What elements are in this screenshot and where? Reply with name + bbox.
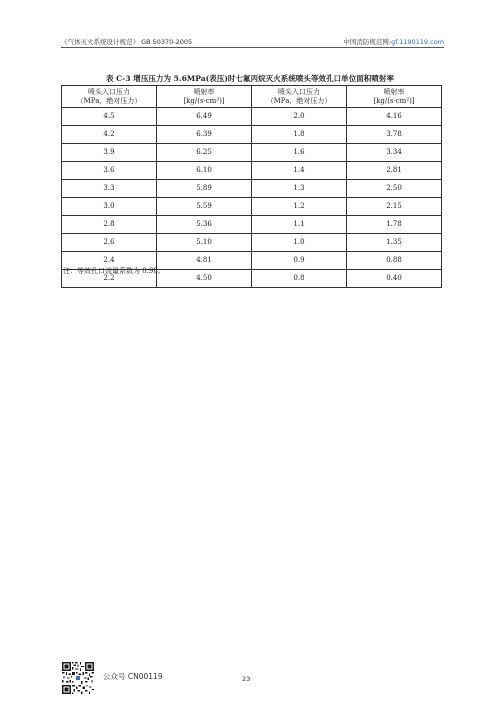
table-cell: 6.25 bbox=[157, 144, 252, 162]
table-cell: 1.6 bbox=[252, 144, 347, 162]
table-title: 表 C-3 增压压力为 5.6MPa(表压)时七氟丙烷灭火系统喷头等效孔口单位面积喷射率 bbox=[105, 74, 395, 83]
table-cell: 2.50 bbox=[347, 180, 442, 198]
table-row bbox=[62, 126, 442, 144]
table-cell: 6.39 bbox=[157, 126, 252, 144]
table-cell: 5.10 bbox=[157, 234, 252, 252]
wechat-account: 公众号 CN00119 bbox=[103, 672, 163, 681]
table-cell: 2.2 bbox=[62, 270, 157, 288]
header-unit: （MPa，绝对压力） bbox=[76, 96, 142, 105]
table-cell: 6.10 bbox=[157, 162, 252, 180]
table-cell: 2.6 bbox=[62, 234, 157, 252]
header-site-link[interactable]: gf.1190119.com bbox=[391, 38, 444, 46]
header-inlet-pressure-2 bbox=[252, 86, 347, 108]
table-row bbox=[62, 108, 442, 126]
table-cell: 1.8 bbox=[252, 126, 347, 144]
table-cell: 1.4 bbox=[252, 162, 347, 180]
header-document-title: 《气体灭火系统设计规范》 GB 50370-2005 bbox=[61, 38, 193, 46]
table-cell: 1.1 bbox=[252, 216, 347, 234]
header-spray-rate-2 bbox=[347, 86, 442, 108]
table-cell: 6.49 bbox=[157, 108, 252, 126]
table-cell: 1.0 bbox=[252, 234, 347, 252]
header-unit: [kg/(s·cm²)] bbox=[183, 96, 225, 105]
table-cell: 5.89 bbox=[157, 180, 252, 198]
header-text: 喷头入口压力 bbox=[88, 87, 130, 96]
table-cell: 1.2 bbox=[252, 198, 347, 216]
table-cell: 3.6 bbox=[62, 162, 157, 180]
table-cell: 1.35 bbox=[347, 234, 442, 252]
table-cell: 5.36 bbox=[157, 216, 252, 234]
table-row bbox=[62, 216, 442, 234]
table-cell: 0.88 bbox=[347, 252, 442, 270]
table-cell: 2.0 bbox=[252, 108, 347, 126]
header-unit: [kg/(s·cm²)] bbox=[373, 96, 415, 105]
table-row bbox=[62, 198, 442, 216]
table-cell: 4.81 bbox=[157, 252, 252, 270]
table-cell: 2.15 bbox=[347, 198, 442, 216]
table-note: 注：等效孔口流量系数为 0.98。 bbox=[63, 267, 165, 275]
table-header-row bbox=[62, 86, 442, 108]
qr-code-icon bbox=[62, 662, 94, 694]
table-cell: 2.8 bbox=[62, 216, 157, 234]
table-cell: 1.78 bbox=[347, 216, 442, 234]
page-number: 23 bbox=[242, 675, 251, 683]
page-header bbox=[61, 37, 444, 48]
table-cell: 0.9 bbox=[252, 252, 347, 270]
table-cell: 3.78 bbox=[347, 126, 442, 144]
table-row bbox=[62, 180, 442, 198]
table-cell: 4.2 bbox=[62, 126, 157, 144]
table-cell: 2.4 bbox=[62, 252, 157, 270]
header-spray-rate-1 bbox=[157, 86, 252, 108]
spray-rate-table bbox=[61, 85, 442, 288]
header-text: 喷头入口压力 bbox=[278, 87, 320, 96]
table-row bbox=[62, 162, 442, 180]
header-inlet-pressure-1 bbox=[62, 86, 157, 108]
header-site-label: 中国消防规范网: bbox=[343, 38, 392, 46]
table-cell: 2.81 bbox=[347, 162, 442, 180]
table-cell: 4.5 bbox=[62, 108, 157, 126]
table-cell: 5.59 bbox=[157, 198, 252, 216]
header-text: 喷射率 bbox=[383, 87, 405, 96]
table-cell: 4.16 bbox=[347, 108, 442, 126]
table-cell: 4.50 bbox=[157, 270, 252, 288]
header-unit: （MPa，绝对压力） bbox=[266, 96, 332, 105]
table-row bbox=[62, 234, 442, 252]
table-row bbox=[62, 144, 442, 162]
header-text: 喷射率 bbox=[193, 87, 215, 96]
table-cell: 3.34 bbox=[347, 144, 442, 162]
table-cell: 1.3 bbox=[252, 180, 347, 198]
table-cell: 3.0 bbox=[62, 198, 157, 216]
table-cell: 3.3 bbox=[62, 180, 157, 198]
table-cell: 0.8 bbox=[252, 270, 347, 288]
header-site bbox=[343, 37, 444, 46]
table-cell: 0.40 bbox=[347, 270, 442, 288]
table-cell: 3.9 bbox=[62, 144, 157, 162]
